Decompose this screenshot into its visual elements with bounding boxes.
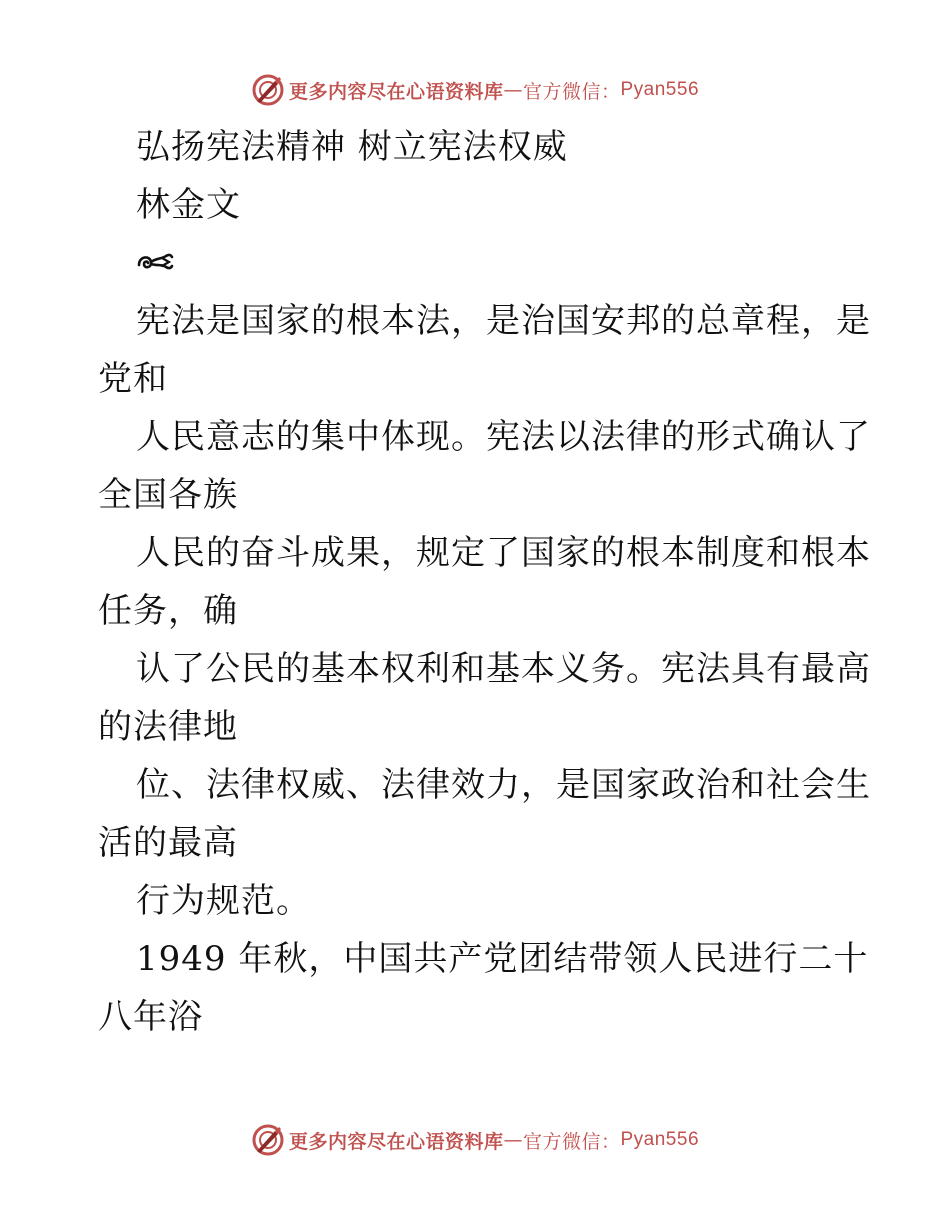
paragraph-line: 人民的奋斗成果，规定了国家的根本制度和根本 bbox=[136, 533, 871, 573]
paragraph-line: 宪法是国家的根本法，是治国安邦的总章程，是 bbox=[136, 301, 871, 341]
banner-wechat-id: Pyan556 bbox=[620, 1129, 700, 1150]
paragraph-line: 1949 年秋，中国共产党团结带领人民进行二十 bbox=[136, 939, 869, 979]
banner-wechat-id: Pyan556 bbox=[620, 79, 700, 100]
paragraph-line: 党和 bbox=[98, 359, 168, 399]
pen-circle-logo-icon bbox=[251, 73, 285, 107]
banner-main-text: 更多内容尽在心语资料库 bbox=[288, 1130, 504, 1153]
paragraph-line: 活的最高 bbox=[98, 823, 238, 863]
fleuron-ornament-icon bbox=[136, 250, 176, 276]
paragraph-line: 认了公民的基本权利和基本义务。宪法具有最高 bbox=[136, 649, 871, 689]
paragraph-line: 位、法律权威、法律效力，是国家政治和社会生 bbox=[136, 765, 871, 805]
banner-sub-text: 官方微信： bbox=[522, 1130, 621, 1153]
ornament-divider bbox=[98, 234, 858, 292]
paragraph-line: 的法律地 bbox=[98, 707, 238, 747]
banner-dash: — bbox=[503, 1129, 523, 1151]
paragraph-line: 行为规范。 bbox=[136, 881, 311, 921]
paragraph-line: 八年浴 bbox=[98, 997, 203, 1037]
document-body bbox=[98, 118, 871, 1046]
header-banner bbox=[0, 70, 950, 110]
banner-main-text: 更多内容尽在心语资料库 bbox=[288, 80, 504, 103]
banner-sub-text: 官方微信： bbox=[522, 80, 621, 103]
paragraph-line: 人民意志的集中体现。宪法以法律的形式确认了 bbox=[136, 417, 871, 457]
pen-circle-logo-icon bbox=[251, 1123, 285, 1157]
paragraph-line: 任务，确 bbox=[98, 591, 238, 631]
footer-banner bbox=[0, 1120, 950, 1160]
document-title: 弘扬宪法精神 树立宪法权威 bbox=[136, 127, 568, 167]
banner-dash: — bbox=[503, 79, 523, 101]
document-author: 林金文 bbox=[136, 185, 241, 225]
paragraph-line: 全国各族 bbox=[98, 475, 238, 515]
